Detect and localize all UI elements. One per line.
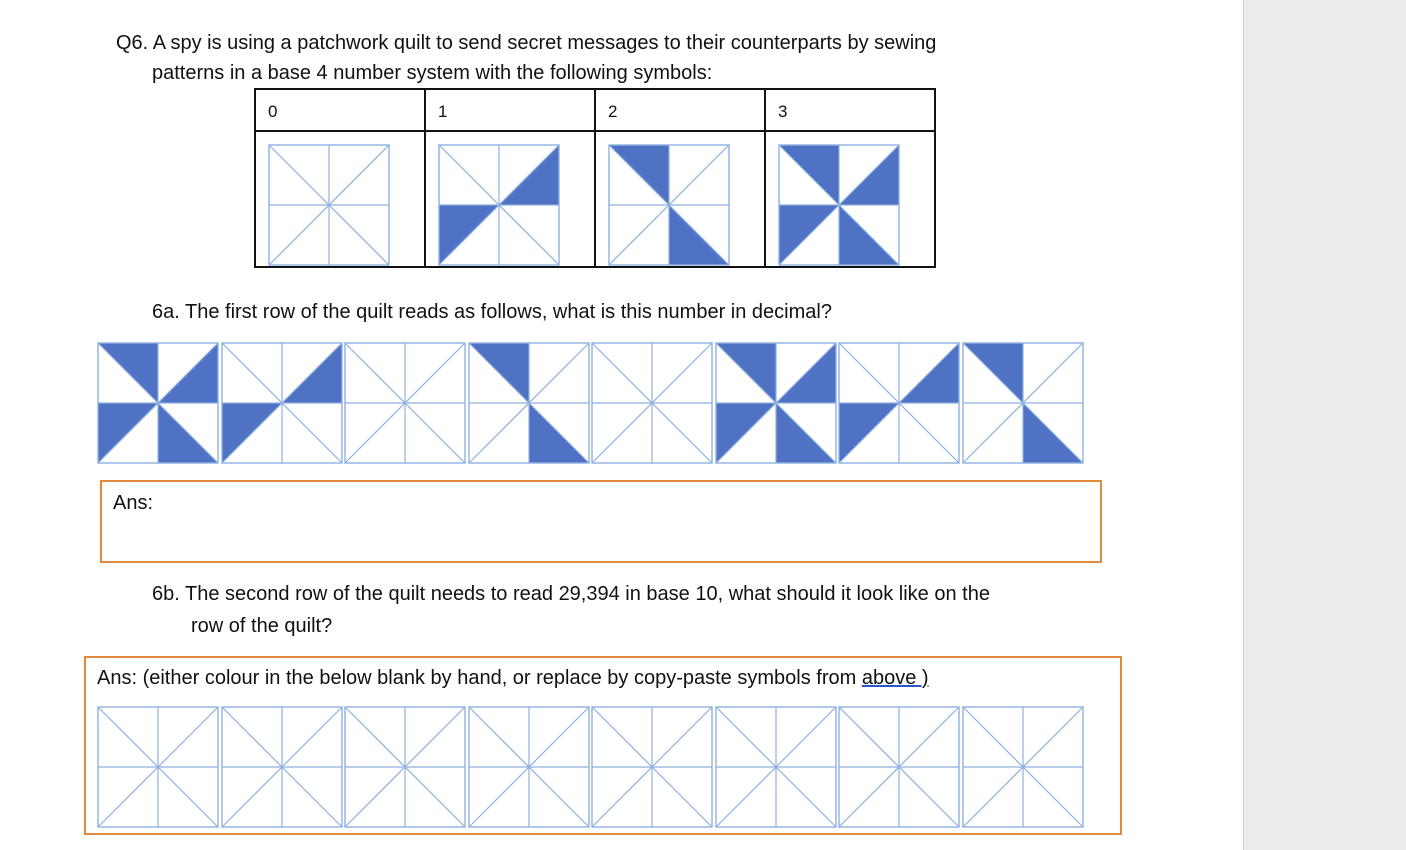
symbol-header-2 bbox=[595, 89, 765, 131]
answer-label: Ans: bbox=[113, 492, 154, 514]
part-a-prompt: 6a. The first row of the quilt reads as follows, what is this number in decimal? bbox=[152, 301, 832, 323]
quilt-block-blank-0 bbox=[97, 706, 219, 828]
answer-instruction-text: Ans: (either colour in the below blank by hand, or replace by copy-paste symbols from bbox=[97, 667, 862, 689]
quilt-block-symbol-3 bbox=[778, 144, 900, 266]
symbol-cell-2 bbox=[595, 131, 765, 267]
quilt-block-row1-3 bbox=[468, 342, 590, 464]
quilt-block-blank-2 bbox=[344, 706, 466, 828]
question-title: Q6. A spy is using a patchwork quilt to send secret messages to their counterparts by sewing bbox=[116, 32, 937, 54]
quilt-block-row1-6 bbox=[838, 342, 960, 464]
quilt-block-blank-6 bbox=[838, 706, 960, 828]
symbol-header-label: 0 bbox=[268, 102, 278, 121]
quilt-block-blank-4 bbox=[591, 706, 713, 828]
answer-instruction bbox=[97, 663, 929, 693]
quilt-block-blank-3 bbox=[468, 706, 590, 828]
symbol-header-label: 2 bbox=[608, 102, 618, 121]
symbol-header-label: 1 bbox=[438, 102, 448, 121]
quilt-block-blank-5 bbox=[715, 706, 837, 828]
symbol-header-1 bbox=[425, 89, 595, 131]
quilt-block-symbol-1 bbox=[438, 144, 560, 266]
part-b-prompt-continued: row of the quilt? bbox=[191, 615, 333, 637]
symbol-cell-3 bbox=[765, 131, 935, 267]
symbol-table bbox=[254, 88, 936, 268]
side-gutter bbox=[1243, 0, 1406, 850]
quilt-block-row1-2 bbox=[344, 342, 466, 464]
symbol-header-0 bbox=[255, 89, 425, 131]
quilt-block-symbol-2 bbox=[608, 144, 730, 266]
answer-box-part-a[interactable] bbox=[100, 480, 1102, 563]
quilt-block-row1-7 bbox=[962, 342, 1084, 464]
quilt-row-blank[interactable] bbox=[97, 706, 1084, 828]
quilt-block-row1-1 bbox=[221, 342, 343, 464]
quilt-block-row1-0 bbox=[97, 342, 219, 464]
question-title-continued: patterns in a base 4 number system with the following symbols: bbox=[152, 62, 713, 84]
quilt-row-first bbox=[97, 342, 1084, 464]
symbol-cell-0 bbox=[255, 131, 425, 267]
quilt-block-row1-5 bbox=[715, 342, 837, 464]
above-link[interactable]: above ) bbox=[861, 667, 929, 689]
symbol-header-3 bbox=[765, 89, 935, 131]
quilt-block-blank-7 bbox=[962, 706, 1084, 828]
quilt-block-row1-4 bbox=[591, 342, 713, 464]
quilt-block-symbol-0 bbox=[268, 144, 390, 266]
part-b-prompt: 6b. The second row of the quilt needs to read 29,394 in base 10, what should it look like on the bbox=[152, 583, 990, 605]
quilt-block-blank-1 bbox=[221, 706, 343, 828]
symbol-cell-1 bbox=[425, 131, 595, 267]
symbol-header-label: 3 bbox=[778, 102, 788, 121]
